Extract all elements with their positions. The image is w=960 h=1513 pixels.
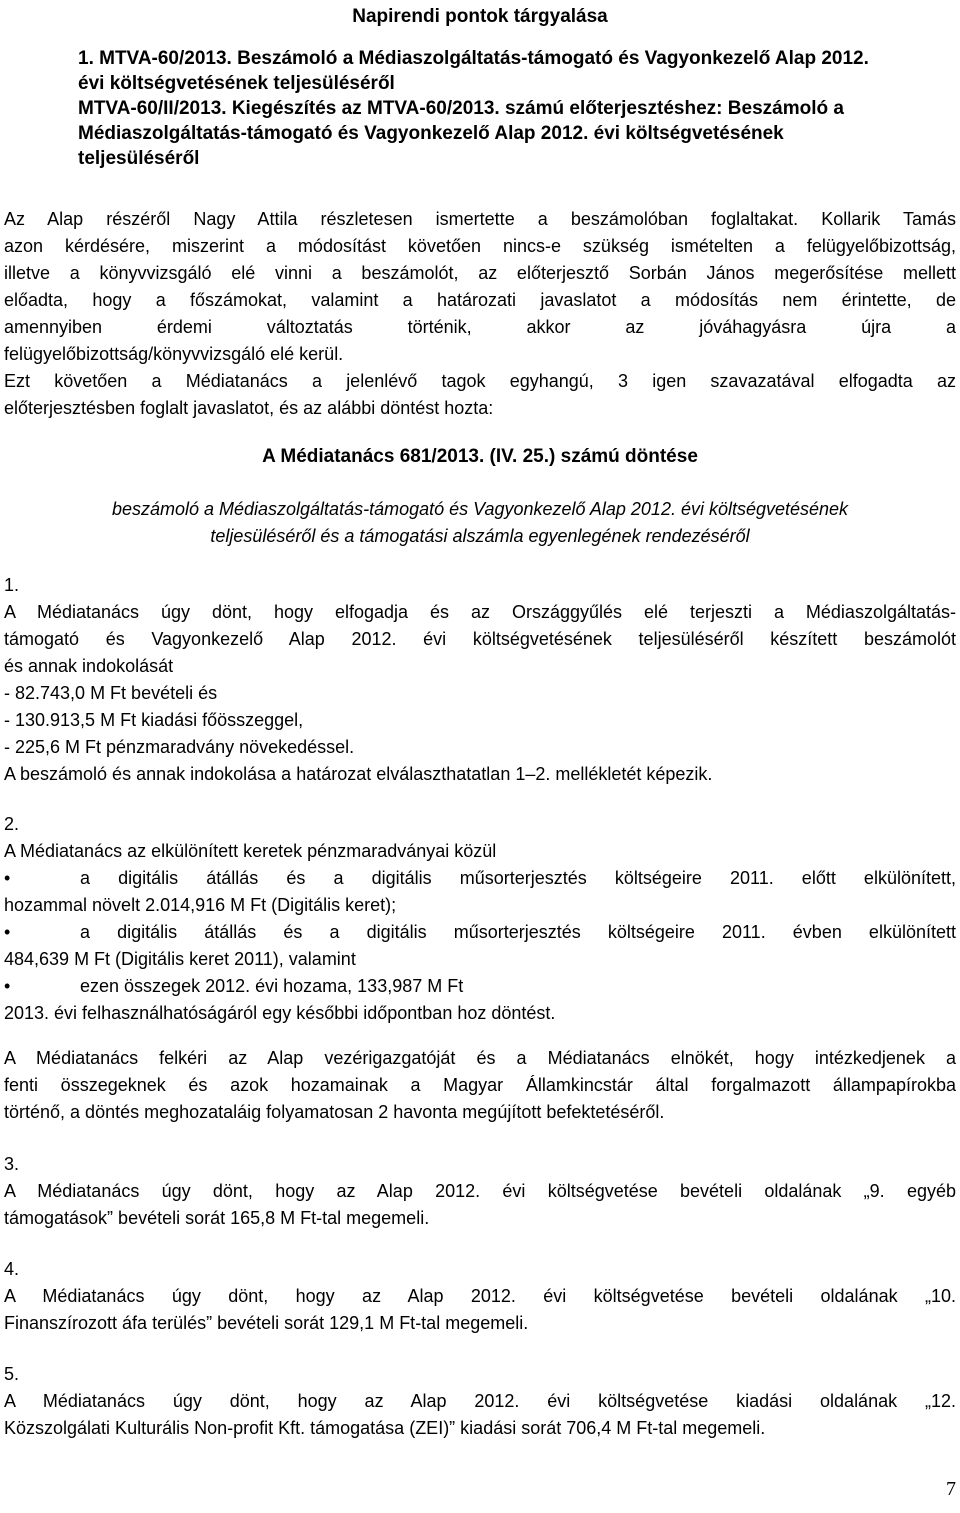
text-line: történő, a döntés meghozataláig folyamatosan 2 havonta megújított befektetéséről.: [4, 1102, 665, 1122]
text-line: hozammal növelt 2.014,916 M Ft (Digitális keret);: [4, 895, 397, 915]
agenda-line: 1. MTVA-60/2013. Beszámoló a Médiaszolgáltatás-támogató és Vagyonkezelő Alap 2012.: [78, 48, 869, 69]
agenda-item: [78, 46, 956, 171]
page-number: 7: [946, 1478, 956, 1500]
bullet-icon: •: [4, 922, 11, 942]
text-line: A Médiatanács felkéri az Alap vezérigazgatóját és a Médiatanács elnökét, hogy intézkedjenek a: [4, 1048, 956, 1068]
text-line: A Médiatanács az elkülönített keretek pénzmaradványai közül: [4, 841, 497, 861]
section-5: [4, 1361, 956, 1442]
page-title: Napirendi pontok tárgyalása: [352, 6, 608, 27]
text-line: illetve a könyvvizsgáló elé vinni a beszámolót, az előterjesztő Sorbán János megerősítése mellett: [4, 263, 956, 283]
text-line: a digitális átállás és a digitális műsorterjesztés költségeire 2011. évben elkülönített: [80, 922, 956, 942]
text-line: A beszámoló és annak indokolása a határozat elválaszthatatlan 1–2. mellékletét képezik.: [4, 764, 713, 784]
decision-heading: A Médiatanács 681/2013. (IV. 25.) számú döntése: [262, 446, 698, 467]
agenda-line: MTVA-60/II/2013. Kiegészítés az MTVA-60/2013. számú előterjesztéshez: Beszámoló a: [78, 98, 844, 119]
section-number: 3.: [4, 1154, 20, 1174]
bullet-item: [4, 865, 956, 892]
text-line: támogatások” bevételi sorát 165,8 M Ft-tal megemeli.: [4, 1208, 430, 1228]
text-line: a digitális átállás és a digitális műsorterjesztés költségeire 2011. előtt elkülönített,: [80, 868, 956, 888]
text-line: A Médiatanács úgy dönt, hogy az Alap 2012. évi költségvetése bevételi oldalának „9. egyéb: [4, 1181, 956, 1201]
section-3: [4, 1151, 956, 1232]
text-line: - 225,6 M Ft pénzmaradvány növekedéssel.: [4, 737, 355, 757]
text-line: A Médiatanács úgy dönt, hogy az Alap 2012. évi költségvetése kiadási oldalának „12.: [4, 1391, 956, 1411]
bullet-icon: •: [4, 976, 11, 996]
section-4: [4, 1256, 956, 1337]
text-line: felügyelőbizottság/könyvvizsgáló elé kerül.: [4, 344, 344, 364]
text-line: - 82.743,0 M Ft bevételi és: [4, 683, 218, 703]
bullet-icon: •: [4, 868, 11, 888]
text-line: előadta, hogy a főszámokat, valamint a határozati javaslatot a módosítás nem érintette, de: [4, 290, 956, 310]
section-number: 1.: [4, 575, 20, 595]
section-1: [4, 572, 956, 788]
section-number: 4.: [4, 1259, 20, 1279]
text-line: amennyiben érdemi változtatás történik, akkor az jóváhagyásra újra a: [4, 317, 956, 337]
text-line: Az Alap részéről Nagy Attila részletesen ismertette a beszámolóban foglaltakat. Kollarik Tamás: [4, 209, 956, 229]
agenda-line: Médiaszolgáltatás-támogató és Vagyonkezelő Alap 2012. évi költségvetésének: [78, 123, 784, 144]
decision-subtitle: [4, 496, 956, 550]
text-line: Közszolgálati Kulturális Non-profit Kft. támogatása (ZEI)” kiadási sorát 706,4 M Ft-tal megemeli.: [4, 1418, 766, 1438]
agenda-line: teljesüléséről: [78, 148, 200, 169]
discussion-paragraph: [4, 206, 956, 422]
text-line: fenti összegeknek és azok hozamainak a Magyar Államkincstár által forgalmazott állampapírokba: [4, 1075, 956, 1095]
text-line: beszámoló a Médiaszolgáltatás-támogató és Vagyonkezelő Alap 2012. évi költségvetésének: [111, 499, 849, 519]
text-line: Finanszírozott áfa terülés” bevételi sorát 129,1 M Ft-tal megemeli.: [4, 1313, 529, 1333]
section-2: [4, 811, 956, 1027]
section-number: 2.: [4, 814, 20, 834]
bullet-item: [4, 919, 956, 946]
text-line: 484,639 M Ft (Digitális keret 2011), valamint: [4, 949, 356, 969]
text-line: 2013. évi felhasználhatóságáról egy későbbi időpontban hoz döntést.: [4, 1003, 556, 1023]
text-line: teljesüléséről és a támogatási alszámla egyenlegének rendezéséről: [210, 526, 750, 546]
text-line: A Médiatanács úgy dönt, hogy az Alap 2012. évi költségvetése bevételi oldalának „10.: [4, 1286, 956, 1306]
text-line: és annak indokolását: [4, 656, 174, 676]
text-line: támogató és Vagyonkezelő Alap 2012. évi költségvetésének teljesüléséről készített beszámolót: [4, 629, 956, 649]
text-line: - 130.913,5 M Ft kiadási főösszeggel,: [4, 710, 304, 730]
text-line: ezen összegek 2012. évi hozama, 133,987 M Ft: [80, 976, 464, 996]
text-line: azon kérdésére, miszerint a módosítást követően nincs-e szükség ismételten a felügyelőbizottság,: [4, 236, 956, 256]
text-line: előterjesztésben foglalt javaslatot, és az alábbi döntést hozta:: [4, 398, 494, 418]
section-number: 5.: [4, 1364, 20, 1384]
section-2-request: [4, 1045, 956, 1126]
agenda-line: évi költségvetésének teljesüléséről: [78, 73, 395, 94]
text-line: A Médiatanács úgy dönt, hogy elfogadja és az Országgyűlés elé terjeszti a Médiaszolgáltatás-: [4, 602, 956, 622]
bullet-item: [4, 973, 956, 1000]
text-line: Ezt követően a Médiatanács a jelenlévő tagok egyhangú, 3 igen szavazatával elfogadta az: [4, 371, 956, 391]
